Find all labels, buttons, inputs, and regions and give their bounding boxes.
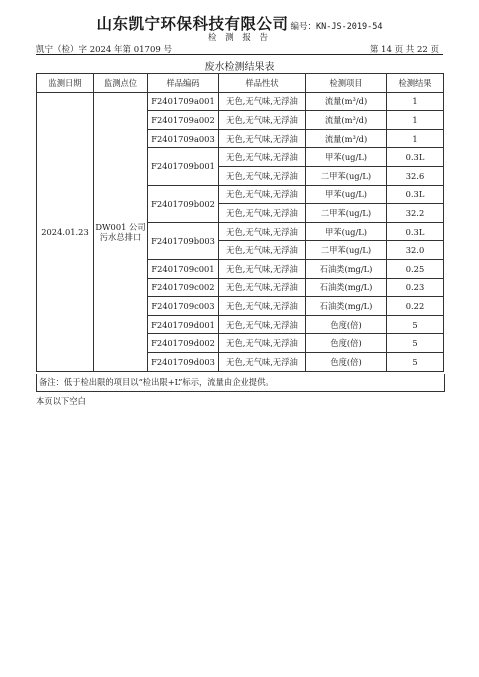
cell-test-item: 色度(倍) [306, 334, 387, 353]
cell-test-item: 色度(倍) [306, 352, 387, 371]
cell-test-item: 二甲苯(ug/L) [306, 204, 387, 223]
col-header-test-item: 检测项目 [306, 74, 387, 93]
cell-sample-nature: 无色,无气味,无浮油 [219, 111, 306, 130]
cell-test-item: 色度(倍) [306, 315, 387, 334]
cell-test-item: 流量(m³/d) [306, 92, 387, 111]
cell-test-item: 二甲苯(ug/L) [306, 166, 387, 185]
cell-result: 0.3L [387, 222, 444, 241]
header-divider [36, 54, 443, 55]
cell-result: 32.2 [387, 204, 444, 223]
cell-sample-nature: 无色,无气味,无浮油 [219, 278, 306, 297]
cell-result: 1 [387, 129, 444, 148]
cell-sample-nature: 无色,无气味,无浮油 [219, 259, 306, 278]
col-header-location: 监测点位 [94, 74, 148, 93]
cell-result: 1 [387, 111, 444, 130]
cell-result: 5 [387, 334, 444, 353]
report-subtitle: 检 测 报 告 [207, 33, 272, 43]
cell-result: 0.25 [387, 259, 444, 278]
results-table [36, 73, 444, 372]
table-note: 备注：低于检出限的项目以“检出限+L”标示，流量由企业提供。 [36, 374, 445, 392]
cell-result: 1 [387, 92, 444, 111]
company-name: 山东凯宁环保科技有限公司 [96, 14, 289, 33]
cell-result: 0.23 [387, 278, 444, 297]
cell-test-item: 甲苯(ug/L) [306, 222, 387, 241]
cell-sample-code: F2401709b003 [148, 222, 219, 259]
col-header-date: 监测日期 [37, 74, 94, 93]
cell-test-item: 石油类(mg/L) [306, 297, 387, 316]
col-header-sample-code: 样品编码 [148, 74, 219, 93]
cell-sample-code: F2401709a001 [148, 92, 219, 111]
cell-test-item: 甲苯(ug/L) [306, 148, 387, 167]
cell-test-item: 石油类(mg/L) [306, 259, 387, 278]
table-title: 废水检测结果表 [204, 62, 275, 73]
cell-sample-nature: 无色,无气味,无浮油 [219, 352, 306, 371]
cell-sample-nature: 无色,无气味,无浮油 [219, 241, 306, 260]
cell-sample-code: F2401709c002 [148, 278, 219, 297]
cell-result: 5 [387, 352, 444, 371]
cell-sample-code: F2401709c001 [148, 259, 219, 278]
cell-sample-nature: 无色,无气味,无浮油 [219, 129, 306, 148]
cell-test-item: 甲苯(ug/L) [306, 185, 387, 204]
cell-sample-code: F2401709c003 [148, 297, 219, 316]
cell-location: DW001 公司污水总排口 [94, 92, 148, 371]
cell-date: 2024.01.23 [37, 92, 94, 371]
cell-test-item: 流量(m³/d) [306, 129, 387, 148]
cell-sample-code: F2401709a002 [148, 111, 219, 130]
cell-result: 32.0 [387, 241, 444, 260]
cell-sample-nature: 无色,无气味,无浮油 [219, 148, 306, 167]
cell-result: 5 [387, 315, 444, 334]
cell-sample-nature: 无色,无气味,无浮油 [219, 315, 306, 334]
cell-sample-code: F2401709b002 [148, 185, 219, 222]
cell-test-item: 石油类(mg/L) [306, 278, 387, 297]
cell-sample-nature: 无色,无气味,无浮油 [219, 222, 306, 241]
cell-sample-code: F2401709a003 [148, 129, 219, 148]
cell-result: 0.22 [387, 297, 444, 316]
cell-result: 0.3L [387, 185, 444, 204]
table-header-row [37, 74, 444, 93]
blank-below-notice: 本页以下空白 [36, 396, 86, 406]
cell-sample-code: F2401709d001 [148, 315, 219, 334]
cell-sample-nature: 无色,无气味,无浮油 [219, 166, 306, 185]
col-header-result: 检测结果 [387, 74, 444, 93]
cell-sample-nature: 无色,无气味,无浮油 [219, 204, 306, 223]
page-info: 第 14 页 共 22 页 [369, 45, 439, 55]
report-number: 凯宁（检）字 2024 年第 01709 号 [36, 45, 172, 55]
cell-sample-nature: 无色,无气味,无浮油 [219, 185, 306, 204]
cell-sample-code: F2401709d002 [148, 334, 219, 353]
cell-test-item: 二甲苯(ug/L) [306, 241, 387, 260]
cell-sample-nature: 无色,无气味,无浮油 [219, 334, 306, 353]
cell-sample-nature: 无色,无气味,无浮油 [219, 92, 306, 111]
col-header-sample-nature: 样品性状 [219, 74, 306, 93]
document-code: 编号：KN-JS-2019-54 [290, 22, 383, 32]
cell-sample-nature: 无色,无气味,无浮油 [219, 297, 306, 316]
cell-result: 0.3L [387, 148, 444, 167]
table-row [37, 92, 444, 111]
cell-result: 32.6 [387, 166, 444, 185]
cell-sample-code: F2401709d003 [148, 352, 219, 371]
cell-test-item: 流量(m³/d) [306, 111, 387, 130]
cell-sample-code: F2401709b001 [148, 148, 219, 185]
